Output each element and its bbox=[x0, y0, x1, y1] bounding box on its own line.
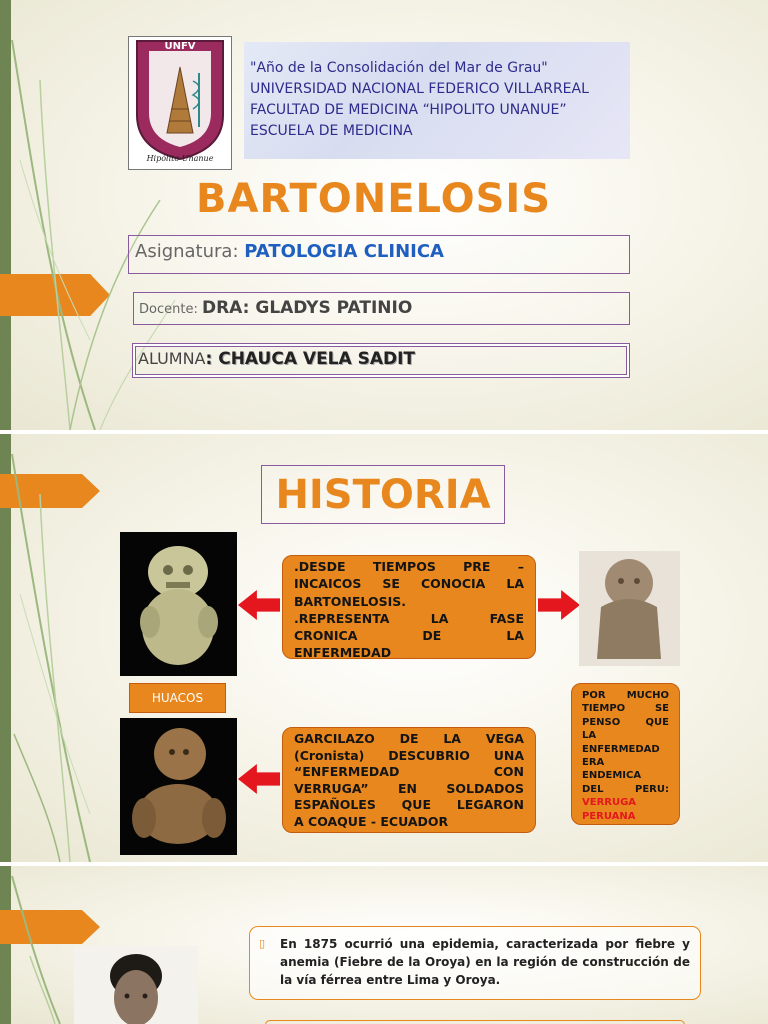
text-line: ENFERMEDAD bbox=[294, 645, 392, 661]
text-line: VERRUGA” EN SOLDADOS bbox=[294, 780, 524, 796]
historia-title: HISTORIA bbox=[275, 472, 491, 518]
asignatura-label: Asignatura: bbox=[135, 241, 245, 262]
header-line: ESCUELA DE MEDICINA bbox=[250, 123, 413, 139]
text-line: ENFERMEDAD bbox=[582, 743, 660, 755]
slide-epidemia bbox=[0, 866, 768, 1024]
logo-shield-icon bbox=[129, 37, 231, 169]
huaco-photo-2 bbox=[120, 718, 237, 855]
huaco-photo-1 bbox=[120, 532, 237, 676]
header-line: UNIVERSIDAD NACIONAL FEDERICO VILLARREAL bbox=[250, 81, 589, 97]
alumna-label: ALUMNA bbox=[138, 349, 206, 368]
text-line: TIEMPO SE bbox=[582, 703, 669, 715]
asignatura-value: PATOLOGIA CLINICA bbox=[244, 241, 444, 262]
text-line: GARCILAZO DE LA VEGA bbox=[294, 731, 524, 746]
docente-box bbox=[133, 292, 630, 325]
historia-text-box-1 bbox=[282, 555, 536, 659]
text-line: .DESDE TIEMPOS PRE – bbox=[294, 559, 524, 574]
epidemia-text-box bbox=[249, 926, 701, 1000]
arrow-right-icon bbox=[538, 590, 580, 620]
text-line: (Cronista) DESCUBRIO UNA bbox=[294, 747, 524, 763]
logo-top-text: UNFV bbox=[164, 41, 196, 52]
text-line: .REPRESENTA LA FASE bbox=[294, 610, 524, 626]
alumna-value: : CHAUCA VELA SADIT bbox=[205, 349, 416, 369]
text-line: DEL PERU: bbox=[582, 783, 669, 795]
text-line: A COAQUE - ECUADOR bbox=[294, 813, 449, 829]
bullet-icon: ▯ bbox=[259, 937, 266, 950]
huacos-label-text: HUACOS bbox=[151, 691, 204, 705]
highlight-line: PERUANA bbox=[582, 810, 636, 822]
portrait-photo bbox=[74, 946, 198, 1024]
logo-bottom-text: Hipólito Unanue bbox=[146, 154, 214, 163]
alumna-box bbox=[132, 343, 630, 378]
text-line: PENSO QUE bbox=[582, 716, 669, 728]
huacos-label bbox=[129, 683, 226, 713]
university-header bbox=[244, 42, 630, 159]
presentation-title: BARTONELOSIS bbox=[196, 176, 552, 222]
header-line: "Año de la Consolidación del Mar de Grau" bbox=[250, 60, 548, 76]
historia-title-box bbox=[261, 465, 505, 524]
slide-title bbox=[0, 0, 768, 430]
text-line: INCAICOS SE CONOCIA LA bbox=[294, 576, 524, 592]
next-text-box-edge bbox=[265, 1020, 685, 1024]
stone-figure-photo bbox=[579, 551, 680, 666]
text-line: “ENFERMEDAD CON bbox=[294, 764, 524, 780]
highlight-line: VERRUGA bbox=[582, 797, 637, 809]
text-line: POR MUCHO bbox=[582, 690, 669, 701]
header-line: FACULTAD DE MEDICINA “HIPOLITO UNANUE” bbox=[250, 102, 567, 118]
text-line: BARTONELOSIS. bbox=[294, 593, 406, 609]
text-line: ENDEMICA bbox=[582, 770, 642, 782]
historia-text-box-2 bbox=[282, 727, 536, 833]
historia-text-box-3 bbox=[571, 683, 680, 825]
text-line: LA bbox=[582, 730, 597, 742]
docente-value: DRA: GLADYS PATINIO bbox=[201, 298, 413, 318]
university-logo bbox=[128, 36, 232, 170]
text-line: ESPAÑOLES QUE LEGARON bbox=[294, 797, 524, 813]
asignatura-box bbox=[128, 235, 630, 274]
docente-label: Docente: bbox=[139, 302, 202, 317]
text-line: CRONICA DE LA bbox=[294, 628, 524, 644]
epidemia-text: En 1875 ocurrió una epidemia, caracterizada por fiebre y anemia (Fiebre de la Oroya) en la región de construcción de la vía férrea entre Lima y Oroya. bbox=[280, 937, 690, 987]
slide-historia bbox=[0, 434, 768, 862]
text-line: ERA bbox=[582, 757, 605, 769]
